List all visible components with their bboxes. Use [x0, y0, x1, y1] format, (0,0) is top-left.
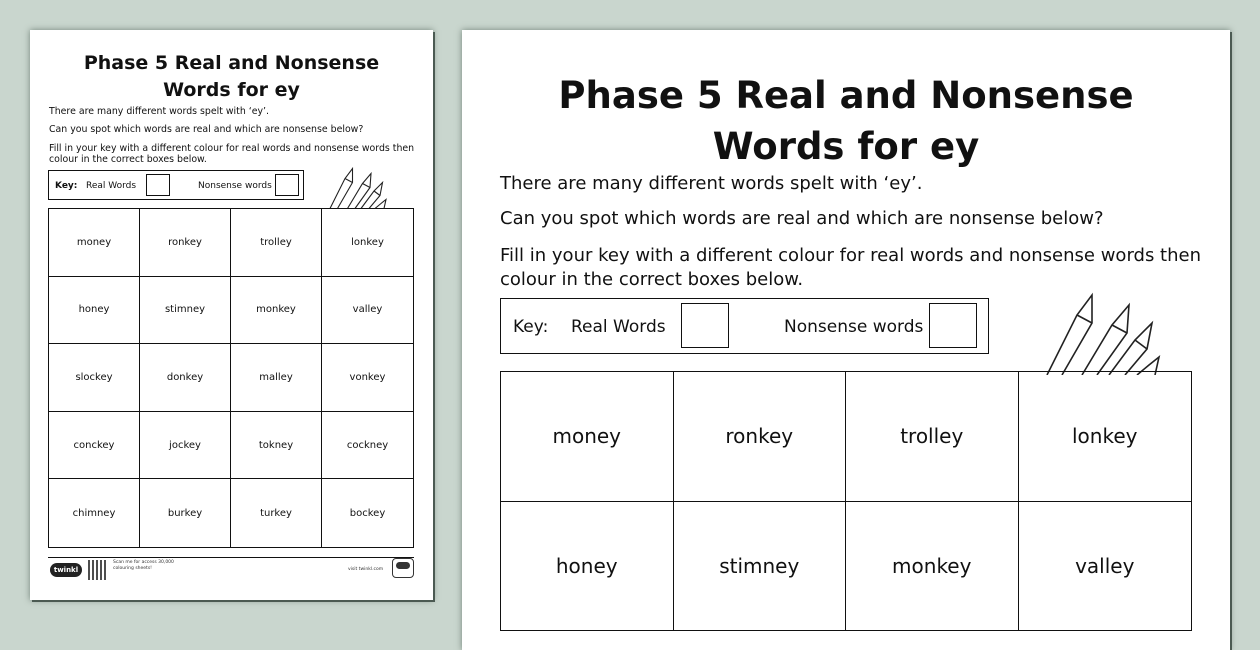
instruction-2: Can you spot which words are real and which are nonsense below?	[500, 208, 1104, 229]
word-cell[interactable]: donkey	[140, 344, 231, 412]
title-line-1: Phase 5 Real and Nonsense	[558, 74, 1134, 117]
worksheet-title	[462, 70, 1230, 172]
word-cell[interactable]: valley	[1019, 502, 1192, 632]
word-cell[interactable]: lonkey	[322, 209, 413, 277]
worksheet-preview-small	[30, 30, 433, 600]
word-cell[interactable]: ronkey	[674, 372, 847, 502]
word-cell[interactable]: lonkey	[1019, 372, 1192, 502]
title-line-1: Phase 5 Real and Nonsense	[83, 52, 380, 74]
footer-url: visit twinkl.com	[348, 567, 384, 572]
real-words-label: Real Words	[86, 181, 137, 191]
word-cell[interactable]: conckey	[49, 412, 140, 480]
real-words-label: Real Words	[571, 317, 666, 337]
word-cell[interactable]: monkey	[846, 502, 1019, 632]
instruction-1: There are many different words spelt with ‘ey’.	[500, 173, 923, 194]
word-cell[interactable]: stimney	[674, 502, 847, 632]
key-box	[48, 170, 304, 200]
twinkl-logo: twinkl	[50, 563, 82, 577]
key-label: Key:	[55, 181, 78, 191]
word-cell[interactable]: chimney	[49, 479, 140, 547]
title-line-2: Words for ey	[712, 125, 980, 168]
word-grid	[500, 371, 1192, 631]
nonsense-words-swatch[interactable]	[275, 174, 299, 196]
word-cell[interactable]: slockey	[49, 344, 140, 412]
real-words-swatch[interactable]	[146, 174, 170, 196]
nonsense-words-label: Nonsense words	[784, 317, 924, 337]
word-cell[interactable]: turkey	[231, 479, 322, 547]
word-cell[interactable]: monkey	[231, 277, 322, 345]
instruction-1: There are many different words spelt with ‘ey’.	[49, 106, 270, 117]
worksheet-title	[30, 50, 433, 104]
title-line-2: Words for ey	[163, 79, 300, 101]
word-cell[interactable]: tokney	[231, 412, 322, 480]
word-cell[interactable]: money	[49, 209, 140, 277]
word-cell[interactable]: ronkey	[140, 209, 231, 277]
word-cell[interactable]: malley	[231, 344, 322, 412]
worksheet-preview-large	[462, 30, 1230, 650]
pencils-icon	[325, 162, 395, 210]
nonsense-words-swatch[interactable]	[929, 303, 977, 348]
word-cell[interactable]: trolley	[846, 372, 1019, 502]
word-cell[interactable]: bockey	[349, 507, 386, 519]
word-cell[interactable]: burkey	[140, 479, 231, 547]
instruction-3: Fill in your key with a different colour for real words and nonsense words then colour in the correct boxes below.	[500, 245, 1201, 290]
word-cell[interactable]: money	[501, 372, 674, 502]
word-cell[interactable]: valley	[322, 277, 413, 345]
instruction-2: Can you spot which words are real and which are nonsense below?	[49, 124, 364, 135]
word-cell[interactable]: cockney	[322, 412, 413, 480]
nonsense-words-label: Nonsense words	[198, 181, 272, 191]
word-cell[interactable]: stimney	[140, 277, 231, 345]
footer-promo-text: Scan me for access 30,000 colouring sheets!	[113, 560, 174, 571]
word-cell[interactable]: honey	[501, 502, 674, 632]
qr-code-icon	[88, 560, 108, 580]
instruction-3: Fill in your key with a different colour for real words and nonsense words then colour in the correct boxes below.	[49, 143, 415, 165]
word-grid	[48, 208, 414, 548]
word-cell[interactable]: trolley	[231, 209, 322, 277]
real-words-swatch[interactable]	[681, 303, 729, 348]
word-cell[interactable]: jockey	[140, 412, 231, 480]
pencils-icon	[1032, 285, 1182, 375]
word-cell[interactable]: honey	[49, 277, 140, 345]
key-label: Key:	[513, 317, 549, 337]
footer-divider	[48, 557, 414, 558]
key-box	[500, 298, 989, 354]
word-cell[interactable]: vonkey	[322, 344, 413, 412]
badge-icon	[392, 558, 414, 578]
